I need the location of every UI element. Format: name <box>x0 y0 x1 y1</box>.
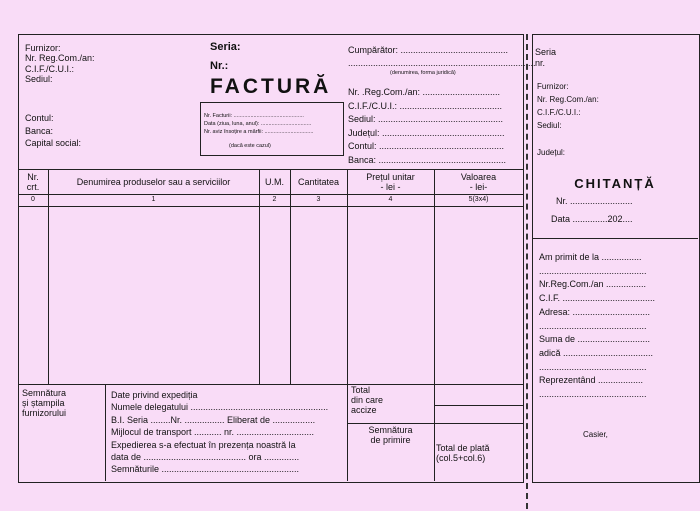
expedition-signatures: Semnăturile ....................................................... <box>111 464 300 475</box>
table-header-line <box>18 194 523 195</box>
supplier-bank-label: Banca: <box>25 125 54 136</box>
receipt-received-from-cont: ........................................... <box>539 265 647 276</box>
receipt-representing-field: Reprezentând .................. <box>539 375 644 386</box>
buyer-note: (denumirea, forma juridică) <box>390 70 456 76</box>
receipt-supplier-label: Furnizor: <box>537 82 569 91</box>
buyer-cif-field: C.I.F./C.U.I.: ......................................... <box>348 100 503 111</box>
buyer-account-field: Contul: .................................................. <box>348 141 505 151</box>
table-top-line <box>18 169 523 170</box>
supplier-capital-label: Capital social: <box>25 138 82 149</box>
receipt-representing-cont: ........................................... <box>539 389 647 400</box>
total-excise-label: accize <box>351 404 377 415</box>
receipt-received-from: Am primit de la ................ <box>539 252 642 262</box>
receiver-signature-line2: de primire <box>370 434 411 445</box>
buyer-fields <box>348 86 506 167</box>
receipt-title: CHITANȚĂ <box>574 176 656 191</box>
receipt-supplier-info <box>537 80 599 132</box>
col-header-unit-price <box>347 172 434 193</box>
supplier-signature-line3: furnizorului <box>22 407 67 418</box>
supplier-signature-line2: și ștampila <box>22 397 65 408</box>
col-header-value <box>434 172 523 193</box>
col-header-nr <box>18 172 48 193</box>
buyer-seat-field: Sediul: .................................................. <box>348 114 504 124</box>
total-sign-line <box>347 423 523 424</box>
col-header-nr-line2: crt. <box>26 182 40 193</box>
supplier-signature <box>22 389 66 419</box>
buyer-label: Cumpărător: ........................................... <box>348 45 509 55</box>
receipt-fields <box>539 251 655 402</box>
total-labels <box>351 386 383 416</box>
col-header-product: Denumirea produselor sau a serviciilor <box>76 177 231 187</box>
supplier-reg-label: Nr. Reg.Com./an: <box>25 53 95 64</box>
expedition-title: Date privind expediția <box>111 390 198 400</box>
receipt-in-words-cont: ........................................... <box>539 361 647 372</box>
receiver-signature-line1: Semnătura <box>368 425 413 435</box>
supplier-signature-line1: Semnătura <box>22 388 67 398</box>
receipt-cif-label: C.I.F./C.U.I.: <box>537 108 581 117</box>
buyer-county-field: Județul: ................................................. <box>348 127 505 138</box>
invoice-number-field: Nr. Facturii: .............................................. <box>204 113 304 119</box>
invoice-title: FACTURĂ <box>210 75 332 98</box>
total-pay-formula: (col.5+col.6) <box>436 453 486 464</box>
expedition-date: data de ......................................... ora .............. <box>111 452 300 463</box>
col-number-0: 0 <box>31 196 35 203</box>
col-header-quantity: Cantitatea <box>297 177 340 187</box>
buyer-line: ........................................................................... <box>348 58 536 68</box>
perforation-line <box>526 34 528 509</box>
col-number-5: 5(3x4) <box>468 196 489 203</box>
col-number-2: 2 <box>272 196 277 203</box>
receipt-sum-field: Suma de ............................. <box>539 334 651 345</box>
receipt-reg-label: Nr. Reg.Com./an: <box>537 95 599 104</box>
col-number-3: 3 <box>316 196 321 203</box>
buyer-reg-field: Nr. .Reg.Com./an: ............................... <box>348 87 501 97</box>
buyer-bank-field: Banca: ................................................... <box>348 154 507 165</box>
total-row-line <box>434 405 523 406</box>
col-header-unit-price-line2: - lei - <box>380 182 401 193</box>
expedition-delegate: Numele delegatului ....................................................... <box>111 402 329 413</box>
receipt-in-words-field: adică .................................... <box>539 347 654 358</box>
expedition-transport: Mijlocul de transport ........... nr. ............................... <box>111 427 315 438</box>
col-number-1: 1 <box>151 196 156 203</box>
receipt-nr-line: Nr. ......................... <box>556 196 633 206</box>
supplier-seat-label: Sediul: <box>25 74 53 85</box>
receipt-date-line: Data ..............202.... <box>551 214 633 224</box>
receipt-cif-field: C.I.F. ..................................... <box>539 293 656 304</box>
receipt-address-field: Adresa: ............................... <box>539 306 651 317</box>
receipt-reg-field: Nr.Reg.Com./an ................ <box>539 279 647 290</box>
receipt-county-label: Județul: <box>537 148 566 157</box>
col-header-unit-price-line1: Prețul unitar <box>366 172 415 182</box>
supplier-cif-label: C.I.F./C.U.I.: <box>25 63 75 74</box>
table-bottom-line <box>18 384 523 385</box>
receipt-number-label: nr. <box>535 57 546 68</box>
supplier-info <box>25 43 95 84</box>
col-divider-5 <box>434 169 435 481</box>
invoice-info-fields <box>204 113 313 137</box>
receipt-series-label: Seria <box>535 47 557 57</box>
col-header-value-line1: Valoarea <box>460 172 497 182</box>
receiver-signature <box>347 426 434 446</box>
supplier-bank-info <box>25 112 81 150</box>
invoice-series-label: Seria: <box>210 41 241 53</box>
supplier-account-label: Contul: <box>25 113 54 123</box>
receipt-series <box>535 47 556 69</box>
col-number-4: 4 <box>388 196 393 203</box>
expedition-presence: Expedierea s-a efectuat în prezența noastră la <box>111 439 296 450</box>
col-header-um: U.M. <box>265 177 284 187</box>
invoice-aviz-field: Nr. aviz însoțire a mărfii: ................................ <box>204 128 314 135</box>
receipt-address-cont: ........................................... <box>539 320 647 331</box>
supplier-label: Furnizor: <box>25 43 61 53</box>
receipt-seat-label: Sediul: <box>537 121 562 130</box>
col-header-value-line2: - lei- <box>469 182 488 193</box>
expedition-id: B.I. Seria ........Nr. ................ Eliberat de ................. <box>111 414 316 425</box>
total-pay <box>436 443 490 464</box>
invoice-date-field: Data (ziua, luna, anul): ................................. <box>204 120 312 127</box>
invoice-number-label: Nr.: <box>210 60 229 72</box>
total-label: Total <box>351 385 371 395</box>
receipt-divider <box>532 238 698 239</box>
expedition-info <box>111 389 328 476</box>
receipt-cashier: Casier, <box>583 430 608 439</box>
total-pay-label: Total de plată <box>436 443 490 453</box>
invoice-aviz-note: (dacă este cazul) <box>229 143 271 149</box>
col-header-nr-line1: Nr. <box>27 172 39 182</box>
footer-divider-sign <box>105 384 106 481</box>
table-numbers-line <box>18 206 523 207</box>
total-of-which-label: din care <box>351 394 384 405</box>
